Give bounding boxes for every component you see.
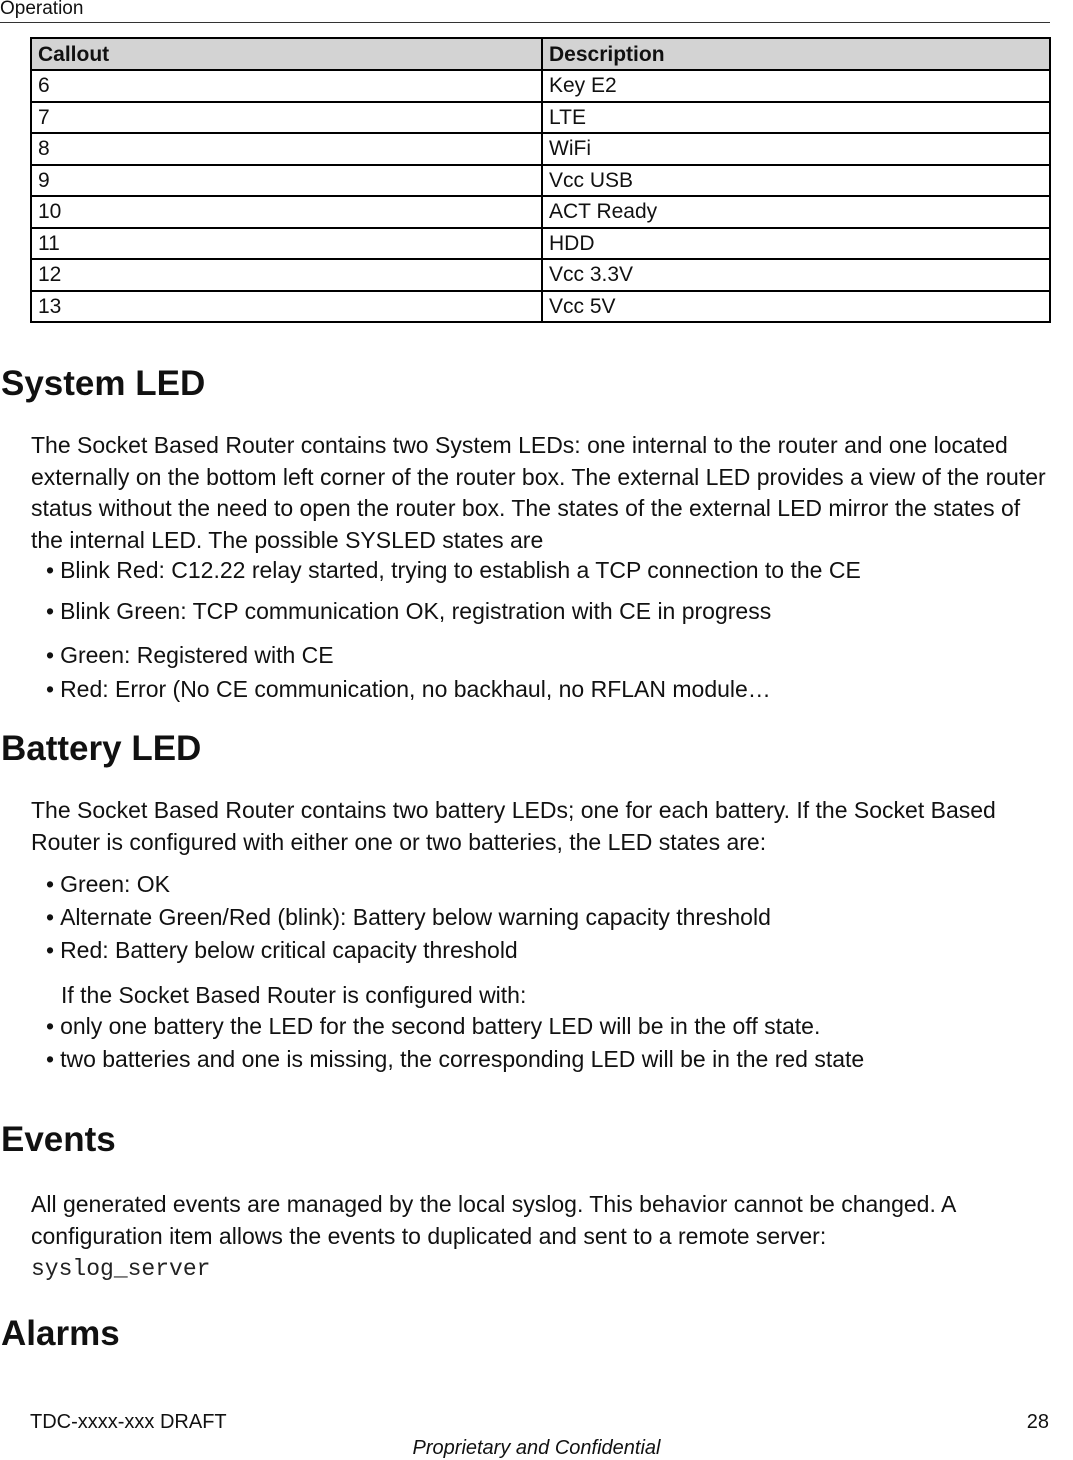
syslog-server-code: syslog_server [31,1256,211,1282]
cell-callout: 9 [31,165,542,197]
cell-callout: 10 [31,196,542,228]
cell-description: WiFi [542,133,1050,165]
running-header: Operation [0,0,84,19]
cell-callout: 8 [31,133,542,165]
cell-callout: 13 [31,291,542,323]
bullet-text: Blink Red: C12.22 relay started, trying to establish a TCP connection to the CE [60,557,861,583]
column-header-callout: Callout [31,38,542,70]
list-item: • Green: OK [46,871,170,897]
bullet-text: two batteries and one is missing, the corresponding LED will be in the red state [60,1046,865,1072]
list-item: • Blink Green: TCP communication OK, registration with CE in progress [46,598,772,624]
cell-description: HDD [542,228,1050,260]
table-row [31,133,1050,165]
bullet-text: only one battery the LED for the second battery LED will be in the off state. [60,1013,821,1039]
cell-callout: 12 [31,259,542,291]
bullet-text: Green: OK [60,871,170,897]
list-item: • Blink Red: C12.22 relay started, trying to establish a TCP connection to the CE [46,557,861,583]
list-item: • only one battery the LED for the second battery LED will be in the off state. [46,1013,821,1039]
list-item: • two batteries and one is missing, the corresponding LED will be in the red state [46,1046,865,1072]
cell-description: ACT Ready [542,196,1050,228]
table-row [31,291,1050,323]
list-item: • Green: Registered with CE [46,642,334,668]
cell-callout: 6 [31,70,542,102]
list-item: • Alternate Green/Red (blink): Battery below warning capacity threshold [46,904,771,930]
cell-description: LTE [542,102,1050,134]
column-header-description: Description [542,38,1050,70]
heading-system-led: System LED [1,364,206,403]
table-row [31,196,1050,228]
cell-description: Vcc 5V [542,291,1050,323]
system-led-paragraph: The Socket Based Router contains two System LEDs: one internal to the router and one located externally on the bottom left corner of the router box. The external LED provides a view of the router status without the need to open the router box. The states of the external LED mirror the states of the internal LED. The possible SYSLED states are [31,432,1046,553]
table-header-row [31,38,1050,70]
list-item: • Red: Battery below critical capacity threshold [46,937,518,963]
bullet-text: Blink Green: TCP communication OK, registration with CE in progress [60,598,772,624]
bullet-text: Red: Battery below critical capacity threshold [60,937,518,963]
bullet-text: Green: Registered with CE [60,642,334,668]
callout-table [30,37,1051,323]
confidentiality-notice: Proprietary and Confidential [412,1437,661,1459]
list-item: • Red: Error (No CE communication, no backhaul, no RFLAN module… [46,676,771,702]
cell-description: Vcc USB [542,165,1050,197]
heading-battery-led: Battery LED [1,729,202,768]
header-rule [0,22,1050,23]
events-text: All generated events are managed by the local syslog. This behavior cannot be changed. A configuration item allows the events to duplicated and sent to a remote server: [31,1191,956,1249]
battery-led-subintro: If the Socket Based Router is configured with: [61,982,527,1008]
cell-description: Key E2 [542,70,1050,102]
heading-events: Events [1,1120,116,1159]
document-id: TDC-xxxx-xxx DRAFT [30,1411,227,1433]
cell-description: Vcc 3.3V [542,259,1050,291]
table-row [31,259,1050,291]
page-number: 28 [1026,1411,1049,1433]
table-row [31,102,1050,134]
heading-alarms: Alarms [1,1314,120,1353]
bullet-text: Red: Error (No CE communication, no backhaul, no RFLAN module… [60,676,771,702]
table-row [31,228,1050,260]
bullet-text: Alternate Green/Red (blink): Battery below warning capacity threshold [60,904,771,930]
table-row [31,70,1050,102]
events-paragraph [31,1189,1046,1286]
cell-callout: 11 [31,228,542,260]
table-row [31,165,1050,197]
battery-led-paragraph: The Socket Based Router contains two battery LEDs; one for each battery. If the Socket Based Router is configured with either one or two batteries, the LED states are: [31,797,996,855]
cell-callout: 7 [31,102,542,134]
